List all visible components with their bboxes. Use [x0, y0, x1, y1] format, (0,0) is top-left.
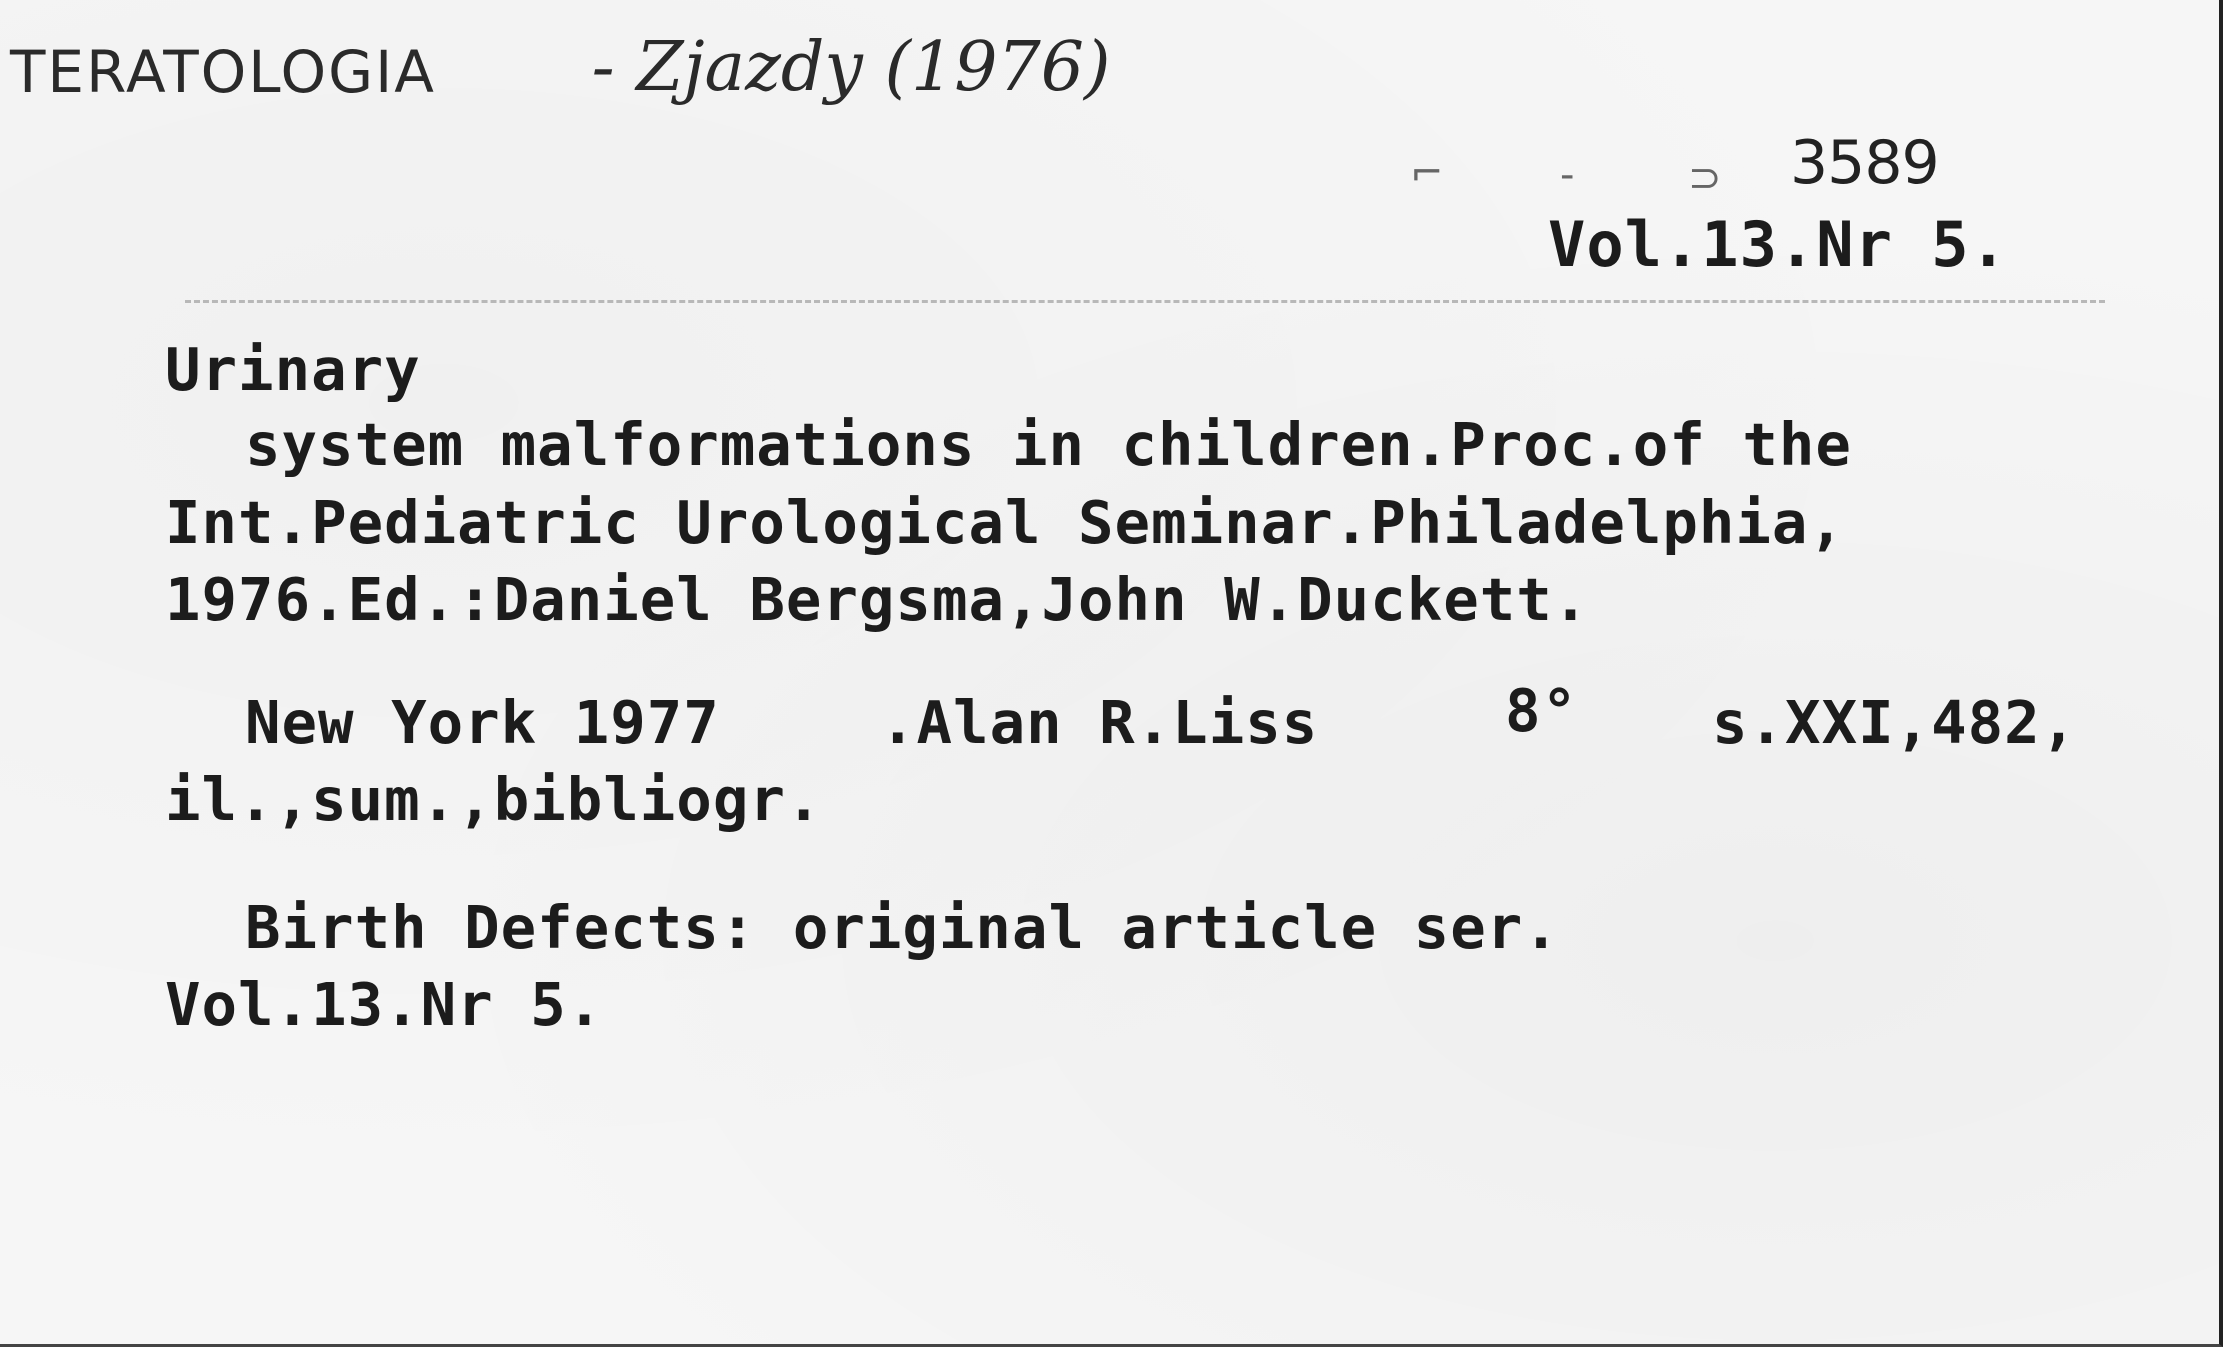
physical-description: il.,sum.,bibliogr.	[165, 765, 823, 834]
series-volume: Vol.13.Nr 5.	[165, 970, 604, 1039]
imprint-place-year: New York 1977	[245, 688, 720, 757]
pencil-mark: -	[1560, 152, 1575, 198]
series-statement: Birth Defects: original article ser.	[245, 893, 1560, 962]
imprint-publisher: .Alan R.Liss	[880, 688, 1319, 757]
pencil-mark: ⌐	[1410, 150, 1444, 196]
shelf-number: 3589	[1790, 128, 1939, 198]
subject-subheading-handwritten: - Zjazdy (1976)	[570, 28, 1111, 107]
subject-heading: TERATOLOGIA	[10, 38, 436, 106]
entry-line-3: 1976.Ed.:Daniel Bergsma,John W.Duckett.	[165, 565, 1590, 634]
shelf-volume: Vol.13.Nr 5.	[1548, 208, 2008, 281]
imprint-pages: s.XXI,482,	[1712, 688, 2078, 757]
card-divider	[185, 300, 2105, 303]
imprint-format: 8°	[1505, 676, 1579, 745]
entry-title-word: Urinary	[165, 335, 421, 404]
entry-line-1: system malformations in children.Proc.of the	[245, 410, 1852, 479]
pencil-mark: ⊃	[1688, 155, 1722, 201]
entry-line-2: Int.Pediatric Urological Seminar.Philadelphia,	[165, 488, 1845, 557]
